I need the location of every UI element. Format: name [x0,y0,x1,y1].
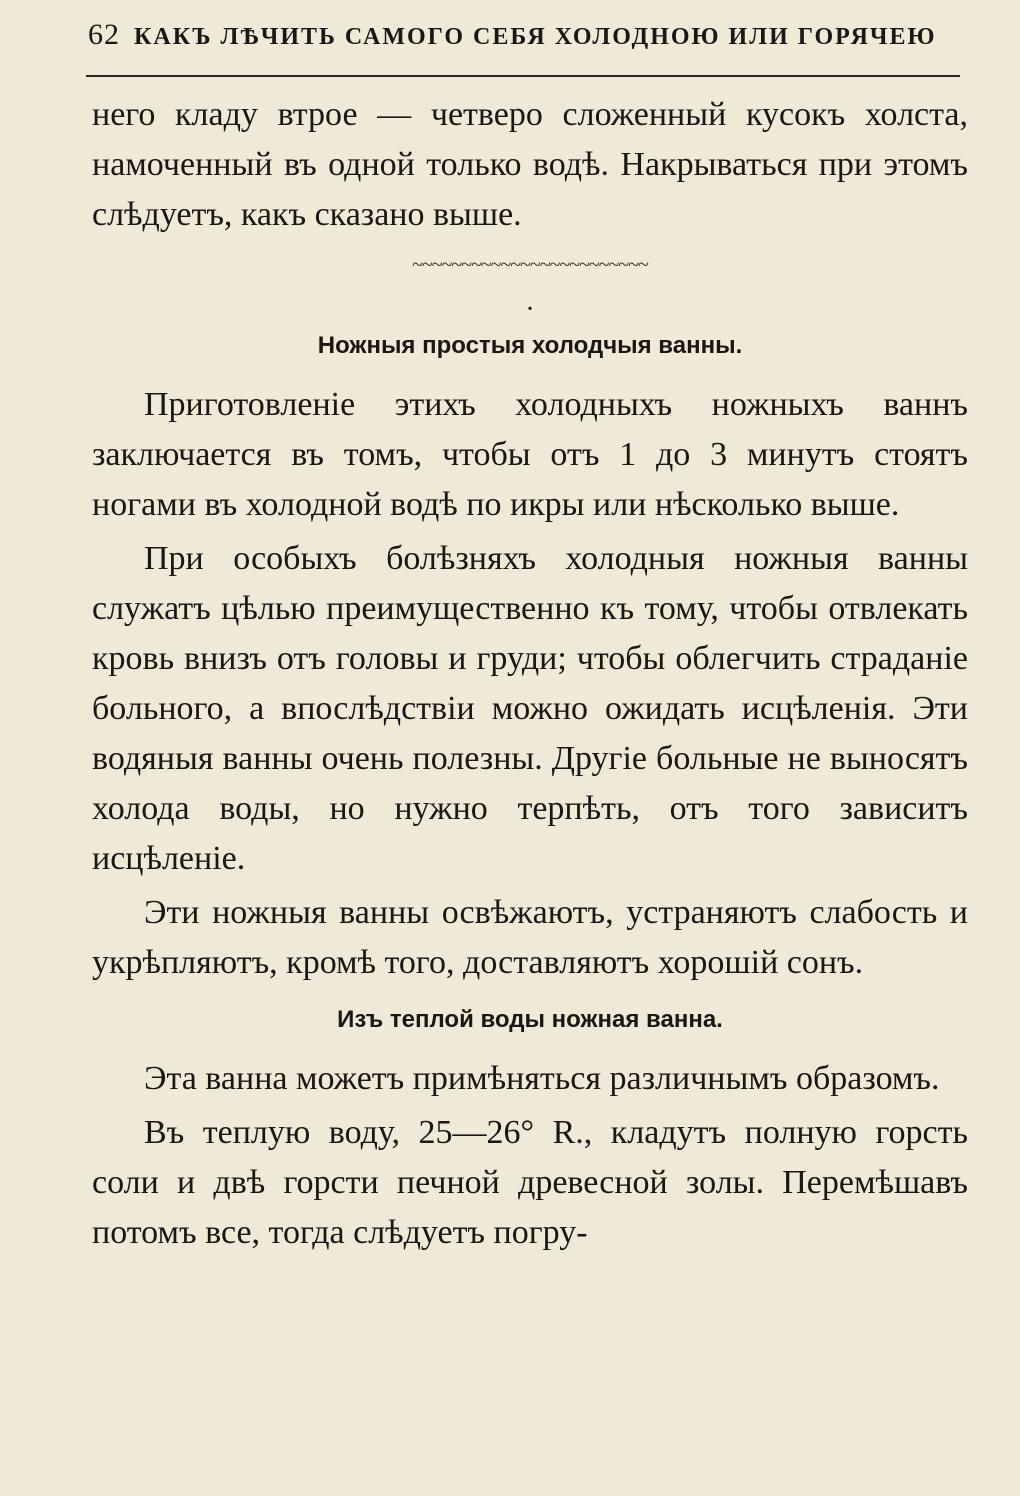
running-header [88,18,958,52]
paragraph: Эта ванна можетъ примѣняться различнымъ образомъ. [144,1060,940,1097]
section-heading-warm-foot-bath: Изъ теплой воды ножная ванна. [337,1006,723,1033]
intro-paragraph: него кладу втрое — четверо сложенный кусокъ холста, намоченный въ одной только водѣ. Накрываться при этомъ слѣдуетъ, какъ сказано выше. [92,96,968,233]
paragraph: Въ теплую воду, 25—26° R., кладутъ полную горсть соли и двѣ горсти печной древесной золы. Перемѣшавъ потомъ все, тогда слѣдуетъ погру- [92,1114,968,1251]
paragraph: При особыхъ болѣзняхъ холодныя ножныя ванны служатъ цѣлью преимущественно къ тому, чтобы отвлекать кровь внизъ отъ головы и груди; чтобы облегчить страданіе больного, а впослѣдствіи можно ожидать исцѣленія. Эти водяныя ванны очень полезны. Другіе больные не выносятъ холода воды, но нужно терпѣть, отъ того зависитъ исцѣленіе. [92,540,968,877]
running-title: КАКЪ ЛѢЧИТЬ САМОГО СЕБЯ ХОЛОДНОЮ ИЛИ ГОРЯЧЕЮ [134,24,937,50]
section-ornament: ~~~~~~~~~~~~~~~~~~~~~~~~ [412,254,648,276]
decorative-dot: · [525,294,535,325]
page-number: 62 [88,18,120,51]
paragraph: Приготовленіе этихъ холодныхъ ножныхъ ваннъ заключается въ томъ, чтобы отъ 1 до 3 минутъ стоятъ ногами въ холодной водѣ по икры или нѣсколько выше. [92,386,968,523]
page-body [92,90,968,1262]
paragraph: Эти ножныя ванны освѣжаютъ, устраняютъ слабость и укрѣпляютъ, кромѣ того, доставляютъ хорошій сонъ. [92,894,968,981]
section-heading-cold-foot-baths: Ножныя простыя холодчыя ванны. [317,332,743,359]
header-rule [86,75,960,77]
